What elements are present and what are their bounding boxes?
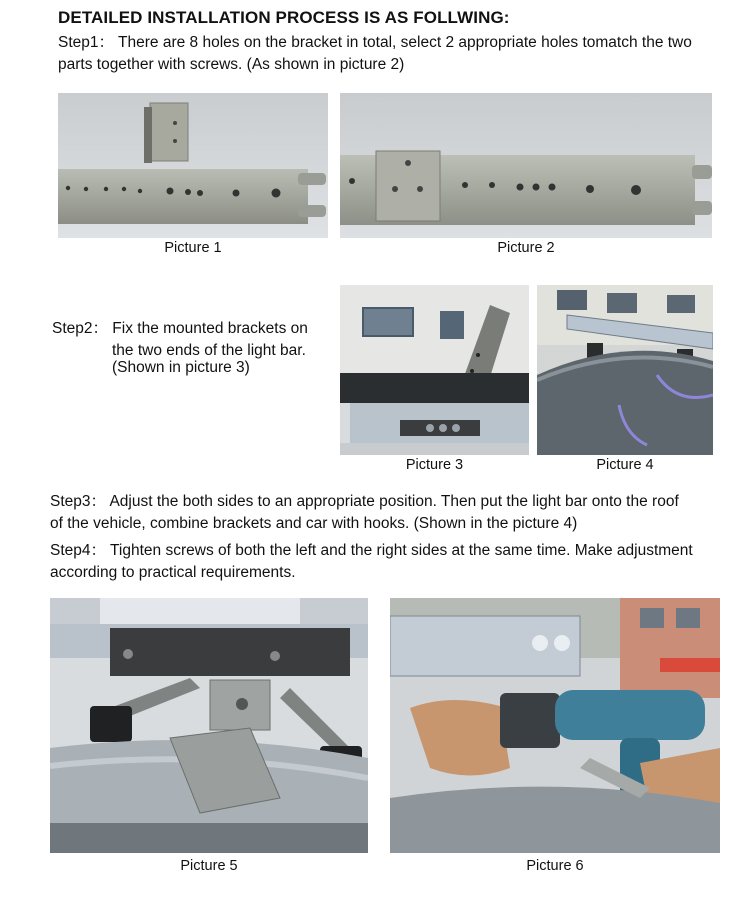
step2-line3: (Shown in picture 3) bbox=[112, 359, 250, 376]
picture-5-caption: Picture 5 bbox=[180, 858, 238, 874]
picture-6-caption: Picture 6 bbox=[526, 858, 584, 874]
picture-4-image bbox=[537, 285, 713, 455]
step3-line1: Step3： Adjust the both sides to an appropriate position. Then put the light bar onto the roof bbox=[50, 493, 679, 510]
picture-3-image bbox=[340, 285, 529, 455]
picture-6-image bbox=[390, 598, 720, 853]
page-heading: DETAILED INSTALLATION PROCESS IS AS FOLLWING: bbox=[58, 8, 510, 27]
step3-line2: of the vehicle, combine brackets and car with hooks. (Shown in the picture 4) bbox=[50, 515, 578, 532]
step2-line1: Step2： Fix the mounted brackets on bbox=[52, 320, 308, 337]
picture-5-image bbox=[50, 598, 368, 853]
picture-1-caption: Picture 1 bbox=[164, 240, 222, 256]
picture-4-caption: Picture 4 bbox=[596, 457, 654, 473]
step4-line2: according to practical requirements. bbox=[50, 564, 296, 581]
step1-line2: parts together with screws. (As shown in picture 2) bbox=[58, 56, 405, 73]
picture-1-image bbox=[58, 93, 328, 238]
picture-2-caption: Picture 2 bbox=[497, 240, 555, 256]
step4-line1: Step4： Tighten screws of both the left and the right sides at the same time. Make adjustment bbox=[50, 542, 693, 559]
step2-line2: the two ends of the light bar. bbox=[112, 342, 306, 359]
picture-3-caption: Picture 3 bbox=[405, 457, 464, 473]
picture-2-image bbox=[340, 93, 712, 238]
step1-line1: Step1： There are 8 holes on the bracket in total, select 2 appropriate holes tomatch the two bbox=[58, 34, 692, 51]
